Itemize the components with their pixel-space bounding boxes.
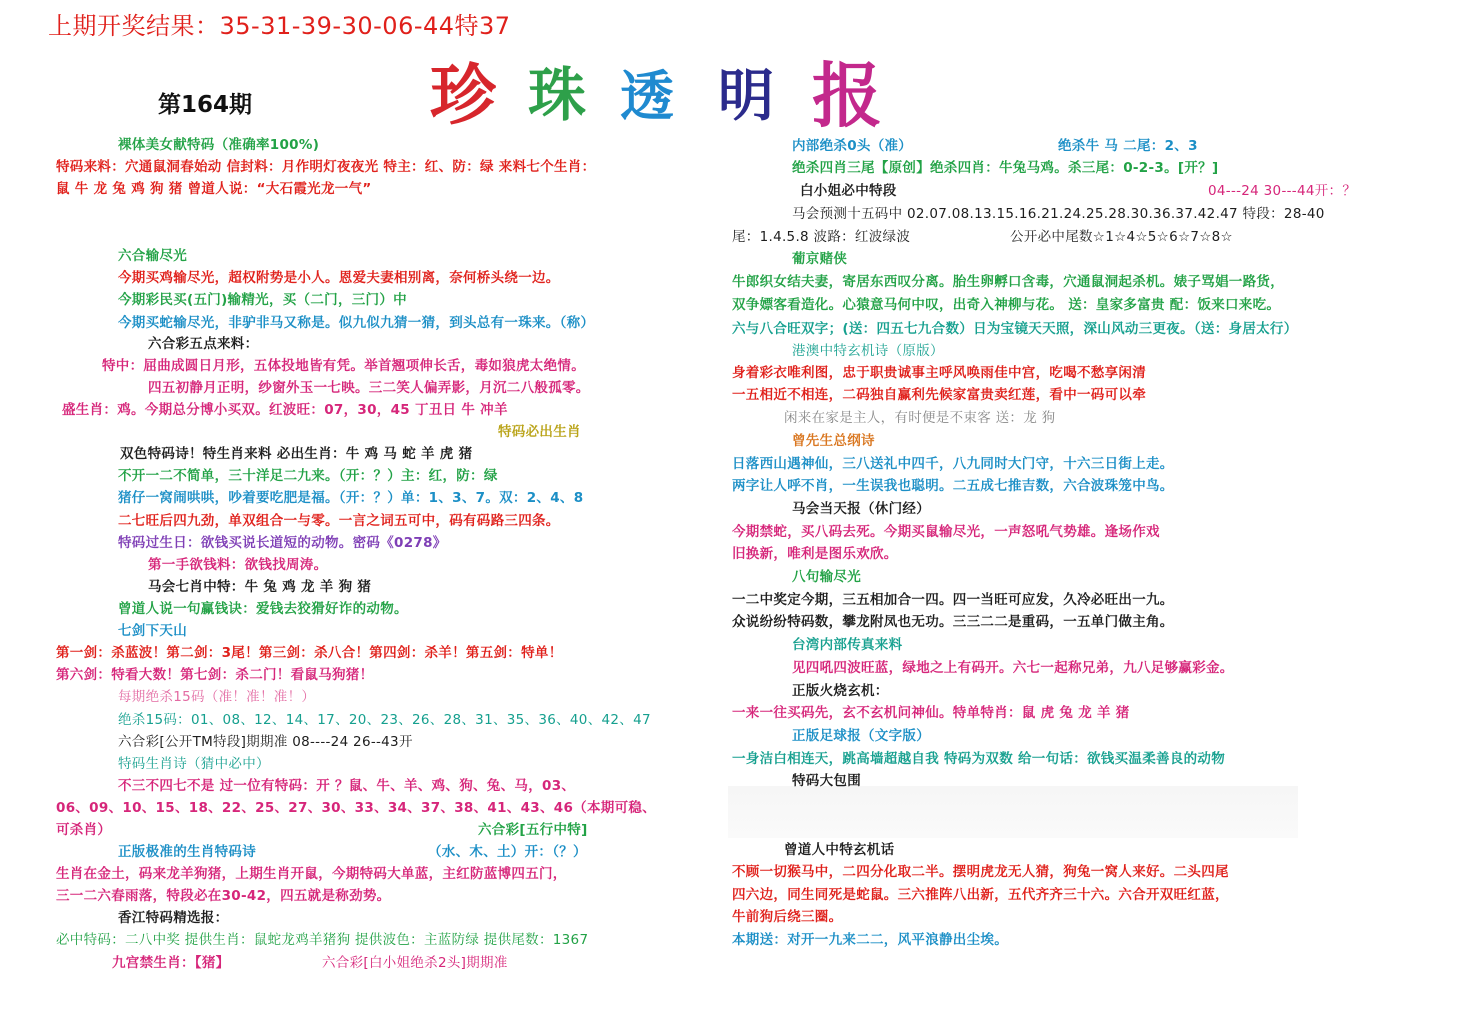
left-line: 裸体美女献特码（准确率100%) [118, 137, 320, 153]
left-line: 六合彩[五行中特] [478, 822, 588, 838]
right-line: 今期禁蛇，买八码去死。今期买鼠输尽光，一声怒吼气势雄。逢场作戏 [732, 524, 1160, 540]
left-line: 鼠 牛 龙 兔 鸡 狗 猪 曾道人说：“大石霞光龙一气” [56, 181, 372, 197]
masthead-char-5: 报 [812, 54, 882, 137]
left-line: 四五初静月正明，纱窗外玉一七映。三二笑人偏弄影，月沉二八般孤零。 [148, 380, 590, 396]
right-line: 马会预测十五码中 02.07.08.13.15.16.21.24.25.28.30.36.37.42.47 特段：28-40 [792, 206, 1325, 222]
left-line: 特中：屈曲成圆日月形，五体投地皆有凭。举首翘项伸长舌，毒如狼虎太绝情。 [102, 358, 585, 374]
issue-number: 第164期 [158, 92, 253, 118]
right-line: 正版火烧玄机： [792, 683, 889, 699]
left-line: 特码过生日：欲钱买说长道短的动物。密码《0278》 [118, 535, 447, 551]
left-line: 不开一二不简单，三十洋足二九来。（开：？）主：红，防：绿 [118, 468, 498, 484]
right-line: 众说纷纷特码数，攀龙附凤也无功。三三二二是重码，一五单门做主角。 [732, 614, 1174, 630]
right-line: 一身洁白相连天，跳高墙超越自我 特码为双数 给一句话：欲钱买温柔善良的动物 [732, 751, 1225, 767]
right-line: 一二中奖定今期，三五相加合一四。四一当旺可应发，久冷必旺出一九。 [732, 592, 1174, 608]
right-line: 两字让人呼不肖，一生误我也聪明。二五成七推吉数，六合波珠笼中鸟。 [732, 478, 1174, 494]
right-line: 本期送：对开一九来二二，风平浪静出尘埃。 [732, 932, 1008, 948]
right-line: 白小姐必中特段 [800, 183, 897, 199]
left-line: 必中特码：二八中奖 提供生肖：鼠蛇龙鸡羊猪狗 提供波色：主蓝防绿 提供尾数：1367 [56, 932, 589, 948]
left-line: 今期买鸡输尽光，超权附势是小人。恩爱夫妻相别离，奈何桥头绕一边。 [118, 270, 560, 286]
right-line: 内部绝杀0头（准） [792, 138, 913, 154]
right-line: 旧换新，唯利是图乐欢欣。 [732, 546, 898, 562]
right-line: 双争嫖客看造化。心猿意马何中叹，出奇入神柳与花。 送：皇家多富贵 配：饭来口来吃。 [732, 297, 1281, 313]
masthead-char-1: 珍 [430, 56, 496, 134]
right-line: 牛前狗后绕三圈。 [732, 909, 843, 925]
right-line: 公开必中尾数☆1☆4☆5☆6☆7☆8☆ [1010, 229, 1233, 245]
left-line: 盛生肖：鸡。今期总分博小买双。红波旺：07，30，45 丁丑日 牛 冲羊 [62, 402, 508, 418]
left-line: 特码生肖诗（猜中必中） [118, 756, 270, 772]
right-line: 一五相近不相连，二码独自赢利先候家富贵卖红莲，看中一码可以牵 [732, 387, 1146, 403]
right-line: 见四吼四波旺蓝，绿地之上有码开。六七一起称兄弟，九八足够赢彩金。 [792, 660, 1234, 676]
left-line: 今期彩民买(五门)输精光，买（二门，三门）中 [118, 292, 407, 308]
masthead-char-3: 透 [620, 64, 674, 128]
left-line: 06、09、10、15、18、22、25、27、30、33、34、37、38、41、43、46（本期可稳、 [56, 800, 656, 816]
shaded-box [728, 786, 1298, 838]
right-line: 四六边，同生同死是蛇鼠。三六推阵八出新，五代齐齐三十六。六合开双旺红蓝， [732, 887, 1229, 903]
right-line: 绝杀牛 马 二尾：2、3 [1058, 138, 1198, 154]
right-line: 牛郎织女结夫妻，寄居东西叹分离。胎生卵孵口含毒，穴通鼠洞起杀机。婊子骂娼一路货， [732, 274, 1284, 290]
right-line: 六与八合旺双字；(送：四五七九合数）日为宝镜天天照，深山风动三更夜。（送：身居太行） [732, 321, 1298, 337]
right-line: 八句输尽光 [792, 569, 861, 585]
left-line: 第六剑：特看大数！第七剑：杀二门！看鼠马狗猪！ [56, 667, 374, 683]
left-line: 九宫禁生肖：【猪】 [112, 955, 230, 971]
left-line: 第一手欲钱料：欲钱找周涛。 [148, 557, 328, 573]
right-line: 曾道人中特玄机话 [784, 842, 895, 858]
right-line: 04---24 30---44开：？ [1208, 183, 1357, 199]
right-line: 一来一往买码先，玄不玄机问神仙。特单特肖：鼠 虎 兔 龙 羊 猪 [732, 705, 1130, 721]
last-result-banner: 上期开奖结果：35-31-39-30-06-44特37 [48, 12, 511, 40]
left-line: （水、木、土）开：（？） [428, 844, 587, 860]
left-line: 二七旺后四九劲，单双组合一与零。一言之词五可中，码有码路三四条。 [118, 513, 560, 529]
right-line: 闲来在家是主人，有时便是不束客 送：龙 狗 [784, 410, 1056, 426]
right-line: 日落西山遇神仙，三八送礼中四千，八九同时大门守，十六三日街上走。 [732, 456, 1174, 472]
left-line: 第一剑：杀蓝波！第二剑：3尾！第三剑：杀八合！第四剑：杀羊！第五剑：特单！ [56, 645, 563, 661]
right-line: 特码大包围 [792, 773, 861, 789]
left-line: 六合彩[白小姐绝杀2头]期期准 [322, 955, 508, 971]
left-line: 绝杀15码：01、08、12、14、17、20、23、26、28、31、35、36、40、42、47 [118, 712, 651, 728]
masthead-char-4: 明 [718, 63, 774, 129]
right-line: 葡京赌侠 [792, 251, 848, 267]
left-line: 六合输尽光 [118, 248, 187, 264]
left-line: 曾道人说一句赢钱诀：爱钱去狡猾好诈的动物。 [118, 601, 408, 617]
left-line: 不三不四七不是 过一位有特码：开 ？鼠、牛、羊、鸡、狗、兔、马，03、 [118, 778, 576, 794]
right-line: 不顾一切猴马中，二四分化取二半。摆明虎龙无人猜，狗兔一窝人来好。二头四尾 [732, 864, 1229, 880]
left-line: 特码必出生肖 [498, 424, 581, 440]
left-line: 马会七肖中特：牛 兔 鸡 龙 羊 狗 猪 [148, 579, 372, 595]
right-line: 尾：1.4.5.8 波路：红波绿波 [732, 229, 911, 245]
right-line: 正版足球报（文字版） [792, 728, 930, 744]
right-line: 绝杀四肖三尾【原创】绝杀四肖：牛兔马鸡。杀三尾：0-2-3。[开？] [792, 160, 1219, 176]
left-line: 六合彩五点来料： [148, 336, 259, 352]
right-line: 港澳中特玄机诗（原版） [792, 343, 944, 359]
left-line: 香江特码精选报： [118, 910, 229, 926]
right-line: 马会当天报（休门经） [792, 501, 930, 517]
left-line: 正版极准的生肖特码诗 [118, 844, 256, 860]
left-line: 三一二六春雨落，特段必在30-42，四五就是称劲势。 [56, 888, 391, 904]
right-line: 台湾内部传真来料 [792, 637, 903, 653]
right-line: 曾先生总纲诗 [792, 433, 875, 449]
left-line: 七剑下天山 [118, 623, 187, 639]
left-line: 生肖在金土，码来龙羊狗猪，上期生肖开鼠，今期特码大单蓝，主红防蓝博四五门， [56, 866, 567, 882]
left-line: 双色特码诗！特生肖来料 必出生肖：牛 鸡 马 蛇 羊 虎 猪 [120, 446, 473, 462]
left-line: 特码来料：穴通鼠洞春始动 信封料：月作明灯夜夜光 特主：红、防：绿 来料七个生肖： [56, 159, 596, 175]
left-line: 六合彩[公开TM特段]期期准 08----24 26--43开 [118, 734, 413, 750]
masthead-char-2: 珠 [528, 61, 587, 129]
left-line: 每期绝杀15码（准！准！准！） [118, 689, 316, 705]
right-line: 身着彩衣唯利图，忠于职贵诚事主呼风唤雨佳中宫，吃喝不愁享闲清 [732, 365, 1146, 381]
left-line: 可杀肖） [56, 822, 112, 838]
left-line: 今期买蛇输尽光，非驴非马又称是。似九似九猜一猜，到头总有一珠来。（称） [118, 315, 595, 331]
left-line: 猪仔一窝闹哄哄，吵着要吃肥是福。（开：？）单：1、3、7。双：2、4、8 [118, 490, 584, 506]
